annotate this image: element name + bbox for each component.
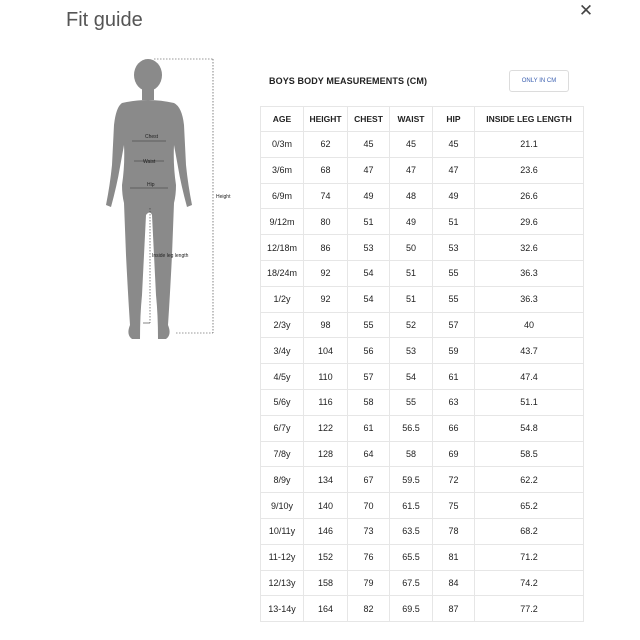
table-cell: 92 (304, 260, 348, 286)
table-cell: 53 (390, 338, 433, 364)
table-cell: 66 (433, 415, 475, 441)
table-cell: 2/3y (261, 312, 304, 338)
table-cell: 152 (304, 544, 348, 570)
table-cell: 82 (348, 596, 390, 622)
table-cell: 49 (390, 209, 433, 235)
table-cell: 78 (433, 518, 475, 544)
table-row (261, 518, 584, 544)
table-cell: 65.2 (475, 493, 584, 519)
column-header: HEIGHT (304, 107, 348, 132)
table-cell: 92 (304, 286, 348, 312)
table-cell: 61.5 (390, 493, 433, 519)
table-cell: 3/6m (261, 157, 304, 183)
table-row (261, 441, 584, 467)
table-cell: 68 (304, 157, 348, 183)
table-cell: 52 (390, 312, 433, 338)
table-row (261, 183, 584, 209)
table-row (261, 209, 584, 235)
close-button[interactable] (578, 2, 594, 20)
table-cell: 45 (433, 132, 475, 158)
table-cell: 61 (433, 364, 475, 390)
table-row (261, 338, 584, 364)
table-cell: 7/8y (261, 441, 304, 467)
table-cell: 10/11y (261, 518, 304, 544)
table-cell: 64 (348, 441, 390, 467)
table-cell: 8/9y (261, 467, 304, 493)
table-cell: 6/7y (261, 415, 304, 441)
table-row (261, 235, 584, 261)
column-header: HIP (433, 107, 475, 132)
table-cell: 43.7 (475, 338, 584, 364)
table-cell: 67 (348, 467, 390, 493)
table-cell: 62.2 (475, 467, 584, 493)
table-cell: 67.5 (390, 570, 433, 596)
table-cell: 74.2 (475, 570, 584, 596)
table-cell: 164 (304, 596, 348, 622)
table-cell: 55 (348, 312, 390, 338)
column-header: CHEST (348, 107, 390, 132)
table-cell: 73 (348, 518, 390, 544)
table-cell: 49 (348, 183, 390, 209)
table-cell: 54 (348, 286, 390, 312)
table-row (261, 132, 584, 158)
table-row (261, 493, 584, 519)
table-title: BOYS BODY MEASUREMENTS (CM) (269, 76, 428, 86)
table-cell: 5/6y (261, 389, 304, 415)
table-cell: 77.2 (475, 596, 584, 622)
column-header: WAIST (390, 107, 433, 132)
table-cell: 3/4y (261, 338, 304, 364)
table-cell: 69 (433, 441, 475, 467)
table-cell: 55 (390, 389, 433, 415)
table-cell: 54 (348, 260, 390, 286)
table-cell: 6/9m (261, 183, 304, 209)
table-cell: 69.5 (390, 596, 433, 622)
table-cell: 74 (304, 183, 348, 209)
table-cell: 55 (433, 286, 475, 312)
table-cell: 54 (390, 364, 433, 390)
table-cell: 84 (433, 570, 475, 596)
table-cell: 59.5 (390, 467, 433, 493)
table-cell: 116 (304, 389, 348, 415)
column-header: INSIDE LEG LENGTH (475, 107, 584, 132)
waist-label: Waist (143, 159, 156, 165)
table-cell: 140 (304, 493, 348, 519)
column-header: AGE (261, 107, 304, 132)
table-cell: 72 (433, 467, 475, 493)
table-row (261, 157, 584, 183)
table-cell: 59 (433, 338, 475, 364)
table-cell: 47 (348, 157, 390, 183)
table-cell: 128 (304, 441, 348, 467)
table-cell: 0/3m (261, 132, 304, 158)
table-cell: 49 (433, 183, 475, 209)
table-row (261, 389, 584, 415)
table-row (261, 544, 584, 570)
table-cell: 68.2 (475, 518, 584, 544)
table-row (261, 312, 584, 338)
table-cell: 71.2 (475, 544, 584, 570)
table-cell: 1/2y (261, 286, 304, 312)
table-row (261, 286, 584, 312)
table-cell: 51 (390, 260, 433, 286)
fit-guide-title: Fit guide (66, 9, 143, 31)
table-cell: 80 (304, 209, 348, 235)
table-cell: 13-14y (261, 596, 304, 622)
table-cell: 75 (433, 493, 475, 519)
table-cell: 55 (433, 260, 475, 286)
table-cell: 51 (348, 209, 390, 235)
table-cell: 12/13y (261, 570, 304, 596)
table-cell: 45 (348, 132, 390, 158)
table-cell: 81 (433, 544, 475, 570)
table-cell: 134 (304, 467, 348, 493)
table-cell: 104 (304, 338, 348, 364)
table-row (261, 415, 584, 441)
table-cell: 62 (304, 132, 348, 158)
table-cell: 79 (348, 570, 390, 596)
table-cell: 122 (304, 415, 348, 441)
close-icon: ✕ (578, 1, 594, 20)
height-label: Height (216, 194, 231, 200)
table-cell: 86 (304, 235, 348, 261)
size-chart-table (260, 106, 584, 622)
table-cell: 47 (433, 157, 475, 183)
table-cell: 11-12y (261, 544, 304, 570)
table-cell: 45 (390, 132, 433, 158)
table-cell: 54.8 (475, 415, 584, 441)
table-cell: 9/10y (261, 493, 304, 519)
table-cell: 76 (348, 544, 390, 570)
table-cell: 56.5 (390, 415, 433, 441)
table-cell: 9/12m (261, 209, 304, 235)
table-cell: 47 (390, 157, 433, 183)
table-row (261, 364, 584, 390)
table-cell: 36.3 (475, 286, 584, 312)
table-cell: 70 (348, 493, 390, 519)
table-cell: 36.3 (475, 260, 584, 286)
table-cell: 57 (348, 364, 390, 390)
table-cell: 21.1 (475, 132, 584, 158)
hip-label: Hip (147, 182, 155, 188)
inside-leg-label: Inside leg length (152, 253, 189, 259)
table-cell: 58.5 (475, 441, 584, 467)
table-cell: 26.6 (475, 183, 584, 209)
table-cell: 53 (348, 235, 390, 261)
table-cell: 50 (390, 235, 433, 261)
table-cell: 47.4 (475, 364, 584, 390)
table-cell: 58 (348, 389, 390, 415)
body-silhouette (106, 59, 192, 339)
table-row (261, 260, 584, 286)
table-cell: 63 (433, 389, 475, 415)
table-cell: 23.6 (475, 157, 584, 183)
table-cell: 110 (304, 364, 348, 390)
table-cell: 63.5 (390, 518, 433, 544)
table-cell: 56 (348, 338, 390, 364)
table-cell: 4/5y (261, 364, 304, 390)
table-cell: 51.1 (475, 389, 584, 415)
table-header-row (261, 107, 584, 132)
table-cell: 53 (433, 235, 475, 261)
table-cell: 40 (475, 312, 584, 338)
table-cell: 32.6 (475, 235, 584, 261)
chest-label: Chest (145, 134, 159, 140)
table-cell: 146 (304, 518, 348, 544)
table-cell: 51 (390, 286, 433, 312)
table-cell: 158 (304, 570, 348, 596)
table-cell: 58 (390, 441, 433, 467)
table-cell: 65.5 (390, 544, 433, 570)
body-measurement-figure (88, 55, 238, 345)
table-cell: 51 (433, 209, 475, 235)
unit-toggle-button[interactable]: ONLY IN CM (509, 70, 569, 92)
table-cell: 87 (433, 596, 475, 622)
table-cell: 48 (390, 183, 433, 209)
table-row (261, 596, 584, 622)
table-cell: 12/18m (261, 235, 304, 261)
table-row (261, 467, 584, 493)
table-row (261, 570, 584, 596)
table-cell: 57 (433, 312, 475, 338)
table-cell: 18/24m (261, 260, 304, 286)
table-cell: 29.6 (475, 209, 584, 235)
table-cell: 98 (304, 312, 348, 338)
table-cell: 61 (348, 415, 390, 441)
